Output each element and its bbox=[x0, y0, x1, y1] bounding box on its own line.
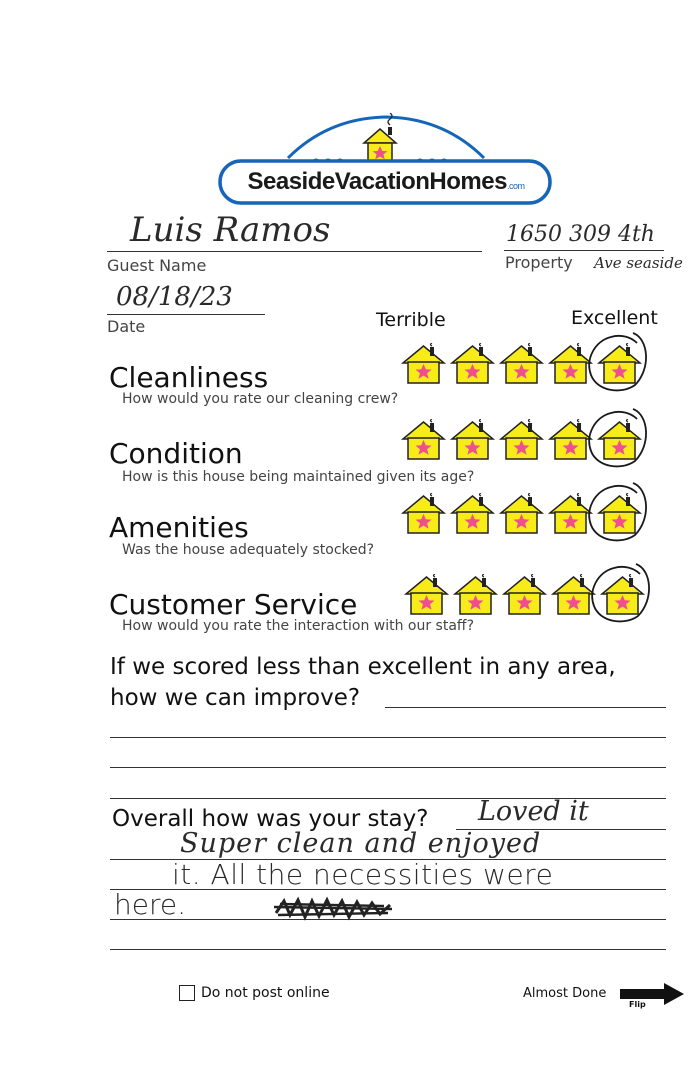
property-number-value: 1650 309 4th bbox=[506, 222, 655, 247]
house-star-icon bbox=[449, 493, 496, 535]
overall-answer-line4: here. bbox=[114, 888, 186, 921]
logo-text: SeasideVacationHomes bbox=[247, 168, 507, 195]
category-question: Was the house adequately stocked? bbox=[122, 542, 375, 558]
house-star-icon bbox=[501, 574, 548, 616]
rating-houses bbox=[400, 493, 643, 535]
property-line bbox=[504, 250, 664, 251]
guest-name-line bbox=[107, 251, 482, 252]
improve-line-3[interactable] bbox=[110, 767, 666, 768]
rating-house-5[interactable] bbox=[596, 493, 643, 535]
rating-house-1[interactable] bbox=[400, 493, 447, 535]
category-title: Amenities bbox=[109, 511, 249, 544]
improve-line-2[interactable] bbox=[110, 737, 666, 738]
selected-rating-circle bbox=[583, 329, 653, 395]
category-title: Condition bbox=[109, 437, 243, 470]
improve-line-1[interactable] bbox=[385, 707, 666, 708]
guest-name-value: Luis Ramos bbox=[130, 210, 331, 250]
rating-house-5[interactable] bbox=[596, 419, 643, 461]
selected-rating-circle bbox=[583, 479, 653, 545]
scribble-mark bbox=[272, 895, 397, 923]
checkbox-box[interactable] bbox=[179, 985, 195, 1001]
house-star-icon bbox=[403, 574, 450, 616]
almost-done-label: Almost Done bbox=[523, 986, 607, 1001]
category-question: How would you rate our cleaning crew? bbox=[122, 391, 399, 407]
rating-houses bbox=[400, 343, 643, 385]
date-label: Date bbox=[107, 317, 146, 336]
house-star-icon bbox=[498, 343, 545, 385]
rating-house-2[interactable] bbox=[452, 574, 499, 616]
guest-name-label: Guest Name bbox=[107, 256, 207, 275]
selected-rating-circle bbox=[586, 560, 656, 626]
improve-question-line1: If we scored less than excellent in any area, bbox=[110, 654, 616, 680]
house-star-icon bbox=[400, 419, 447, 461]
property-label: Property bbox=[505, 253, 573, 272]
rating-houses bbox=[400, 419, 643, 461]
rating-house-2[interactable] bbox=[449, 419, 496, 461]
rating-house-2[interactable] bbox=[449, 493, 496, 535]
date-value: 08/18/23 bbox=[116, 282, 233, 312]
house-star-icon bbox=[498, 419, 545, 461]
logo-suffix: .com bbox=[506, 181, 525, 191]
overall-answer-line2: Super clean and enjoyed bbox=[180, 828, 542, 859]
selected-rating-circle bbox=[583, 405, 653, 471]
house-star-icon bbox=[400, 493, 447, 535]
category-title: Cleanliness bbox=[109, 361, 269, 394]
house-star-icon bbox=[452, 574, 499, 616]
rating-house-1[interactable] bbox=[403, 574, 450, 616]
house-star-icon bbox=[400, 343, 447, 385]
overall-answer-line3: it. All the necessities were bbox=[172, 858, 554, 891]
rating-house-1[interactable] bbox=[400, 343, 447, 385]
category-title: Customer Service bbox=[109, 588, 358, 621]
overall-question: Overall how was your stay? bbox=[112, 806, 429, 832]
rating-houses bbox=[403, 574, 646, 616]
scale-high-label: Excellent bbox=[571, 307, 658, 329]
rating-house-5[interactable] bbox=[599, 574, 646, 616]
category-question: How would you rate the interaction with our staff? bbox=[122, 618, 474, 634]
rating-house-2[interactable] bbox=[449, 343, 496, 385]
do-not-post-checkbox[interactable] bbox=[179, 985, 330, 1001]
rating-house-3[interactable] bbox=[501, 574, 548, 616]
category-question: How is this house being maintained given its age? bbox=[122, 469, 475, 485]
improve-question-line2: how we can improve? bbox=[110, 685, 361, 711]
do-not-post-label: Do not post online bbox=[201, 985, 330, 1001]
rating-house-1[interactable] bbox=[400, 419, 447, 461]
house-star-icon bbox=[449, 343, 496, 385]
rating-house-3[interactable] bbox=[498, 343, 545, 385]
rating-house-3[interactable] bbox=[498, 419, 545, 461]
property-street-value: Ave seaside bbox=[594, 254, 683, 272]
logo bbox=[218, 113, 554, 208]
overall-line-5[interactable] bbox=[110, 949, 666, 950]
house-star-icon bbox=[498, 493, 545, 535]
flip-label: Flip bbox=[629, 1000, 646, 1009]
rating-house-3[interactable] bbox=[498, 493, 545, 535]
house-star-icon bbox=[449, 419, 496, 461]
overall-answer-line1: Loved it bbox=[478, 796, 589, 827]
date-line bbox=[107, 314, 265, 315]
scale-low-label: Terrible bbox=[376, 309, 446, 331]
rating-house-5[interactable] bbox=[596, 343, 643, 385]
